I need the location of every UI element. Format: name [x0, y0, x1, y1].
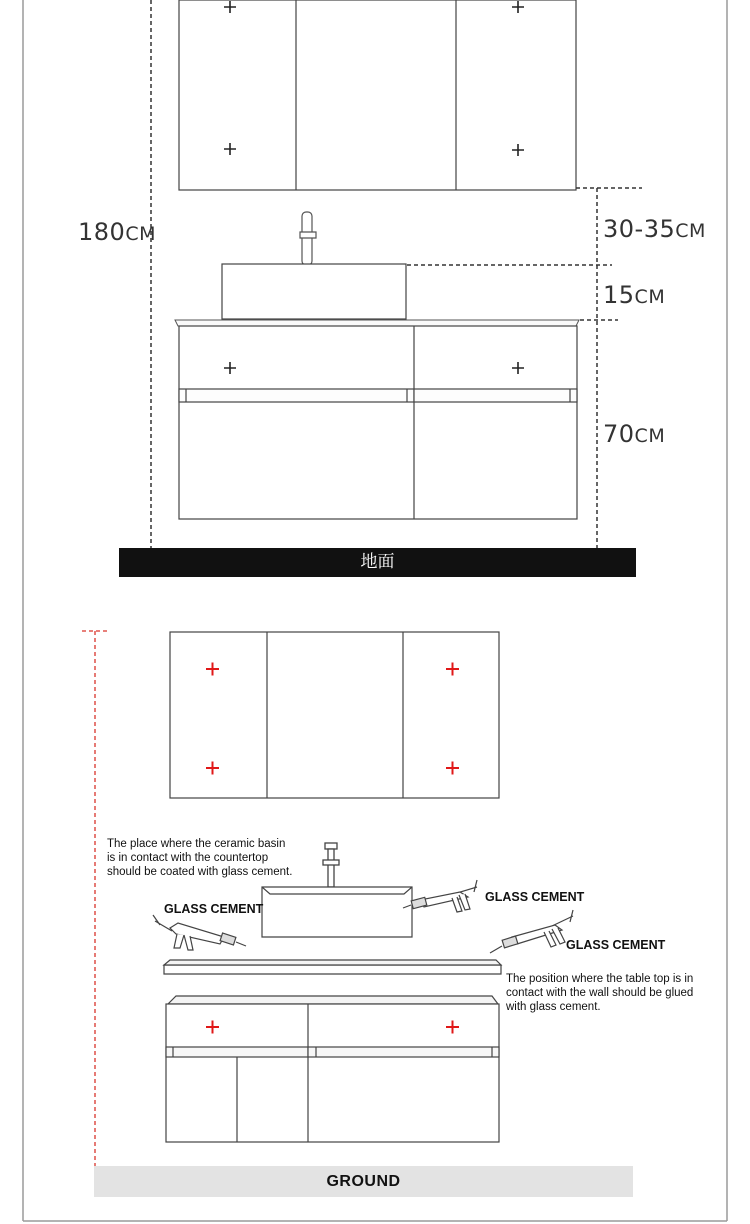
ground-label: GROUND — [94, 1166, 633, 1197]
dim-mirror-gap — [603, 215, 706, 243]
bottom-basin — [262, 887, 412, 937]
caulk-gun-right-icon — [490, 910, 573, 953]
glass-cement-label-basin: GLASS CEMENT — [485, 890, 585, 904]
dim-cabinet-height-value: 70 — [603, 420, 635, 448]
top-mirror-cabinet — [179, 0, 576, 190]
dim-total-height-value: 180 — [78, 218, 126, 246]
dim-mirror-gap-unit: CM — [675, 220, 706, 242]
dim-basin-height-value: 15 — [603, 281, 635, 309]
top-base-cabinet — [179, 326, 577, 519]
bottom-mirror-cabinet — [170, 632, 499, 798]
bottom-red-dimension-line — [82, 631, 110, 1166]
bottom-countertop — [164, 960, 501, 974]
dim-cabinet-height — [603, 420, 665, 448]
top-basin — [222, 264, 406, 319]
top-countertop — [175, 320, 579, 326]
glass-cement-label-left: GLASS CEMENT — [164, 902, 264, 916]
note-wall-line: The position where the table top is in — [506, 973, 694, 985]
floor-label: 地面 — [119, 548, 636, 577]
note-basin-countertop — [107, 837, 337, 879]
dim-basin-height-unit: CM — [634, 286, 666, 308]
note-wall-line: with glass cement. — [506, 1001, 601, 1013]
note-wall-line: contact with the wall should be glued — [506, 987, 694, 999]
note-basin-line: should be coated with glass cement. — [107, 866, 293, 878]
dim-basin-height — [603, 281, 665, 309]
caulk-gun-left-icon — [153, 915, 246, 950]
caulk-gun-basin-icon — [403, 880, 477, 912]
glass-cement-label-right: GLASS CEMENT — [566, 938, 666, 952]
note-basin-line: is in contact with the countertop — [107, 852, 269, 864]
note-basin-line: The place where the ceramic basin — [107, 838, 286, 850]
dim-mirror-gap-value: 30-35 — [603, 215, 676, 243]
top-faucet — [300, 212, 316, 265]
bottom-base-cabinet — [166, 996, 499, 1142]
note-tabletop-wall — [506, 972, 721, 1014]
dim-cabinet-height-unit: CM — [634, 425, 666, 447]
dim-total-height — [78, 218, 156, 246]
dim-total-height-unit: CM — [125, 223, 156, 245]
